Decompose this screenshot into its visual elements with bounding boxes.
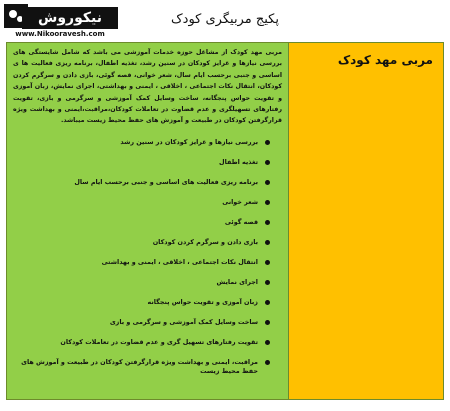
- bullet-icon: [265, 140, 270, 145]
- list-item-text: انتقال نکات اجتماعی ، اخلاقی ، ایمنی و بهداشتی: [101, 257, 258, 266]
- list-item-text: برنامه ریزی فعالیت های اساسی و جنبی برحسب ایام سال: [74, 177, 258, 186]
- bullet-icon: [265, 360, 270, 365]
- list-item: [13, 138, 270, 147]
- bullet-icon: [265, 240, 270, 245]
- bullet-icon: [265, 340, 270, 345]
- page-title: پکیج مربیگری کودک: [171, 12, 279, 27]
- bullet-icon: [265, 260, 270, 265]
- bullet-icon: [265, 280, 270, 285]
- logo-url: www.Nikooravesh.com: [15, 30, 105, 38]
- list-item-text: تقویت رفتارهای تسهیل گری و عدم قضاوت در تعاملات کودکان: [60, 337, 258, 346]
- list-item-text: زبان آموزی و تقویت حواس پنجگانه: [147, 297, 258, 306]
- bullet-icon: [265, 300, 270, 305]
- intro-paragraph: مربی مهد کودک از مشاغل حوزه خدمات آموزشی می باشد که شامل شایستگی های بررسی نیازها و غرایز کودکان در سنین رشد، تغذیه اطفال، برنامه ریزی فعالیت ها ی اساسی و جنبی برحسب ایام سال، شعر خوانی، قصه گوئی، بازی دادن و سرگرم کردن کودکان، انتقال نکات اجتماعی ، اخلاقی ، ایمنی و بهداشتی، اجرای نمایش، زبان آموزی و تقویت حواس پنجگانه، ساخت وسایل کمک آموزشی و سرگرمی و بازی، تقویت رفتارهای تسهیلگری و عدم قضاوت در تعاملات کودکان،مراقبت،ایمنی و بهداشت ویژه قرارگرفتن کودکان در طبیعت و آموزش های حفظ محیط زیست میباشد.: [13, 49, 282, 125]
- bullet-icon: [265, 220, 270, 225]
- content-table: [6, 42, 444, 400]
- role-title: مربی مهد کودک: [337, 53, 433, 67]
- bullet-icon: [265, 180, 270, 185]
- logo: [4, 4, 116, 40]
- list-item-text: ساخت وسایل کمک آموزشی و سرگرمی و بازی: [109, 317, 258, 326]
- list-item-text: اجرای نمایش: [216, 277, 258, 286]
- list-item-text: تغذیه اطفال: [219, 157, 258, 166]
- list-item: [13, 278, 270, 287]
- bullet-icon: [265, 320, 270, 325]
- list-item-text: شعر خوانی: [222, 197, 258, 206]
- list-item: [13, 238, 270, 247]
- list-item: [13, 258, 270, 267]
- role-title-cell: [289, 43, 443, 399]
- competency-list: [13, 138, 282, 376]
- list-item: [13, 338, 270, 347]
- list-item-text: بررسی نیازها و غرایز کودکان در سنین رشد: [120, 137, 258, 146]
- list-item: [13, 198, 270, 207]
- list-item: [13, 358, 270, 376]
- bullet-icon: [265, 200, 270, 205]
- list-item: [13, 318, 270, 327]
- logo-name: نیکوروش: [22, 7, 118, 29]
- list-item: [13, 218, 270, 227]
- list-item-text: مراقبت، ایمنی و بهداشت ویژه قرارگرفتن کودکان در طبیعت و آموزش های حفظ محیط زیست: [21, 357, 258, 375]
- list-item: [13, 158, 270, 167]
- description-cell: [7, 43, 289, 399]
- bullet-icon: [265, 160, 270, 165]
- list-item-text: بازی دادن و سرگرم کردن کودکان: [152, 237, 258, 246]
- list-item: [13, 298, 270, 307]
- list-item-text: قصه گوئی: [224, 217, 258, 226]
- list-item: [13, 178, 270, 187]
